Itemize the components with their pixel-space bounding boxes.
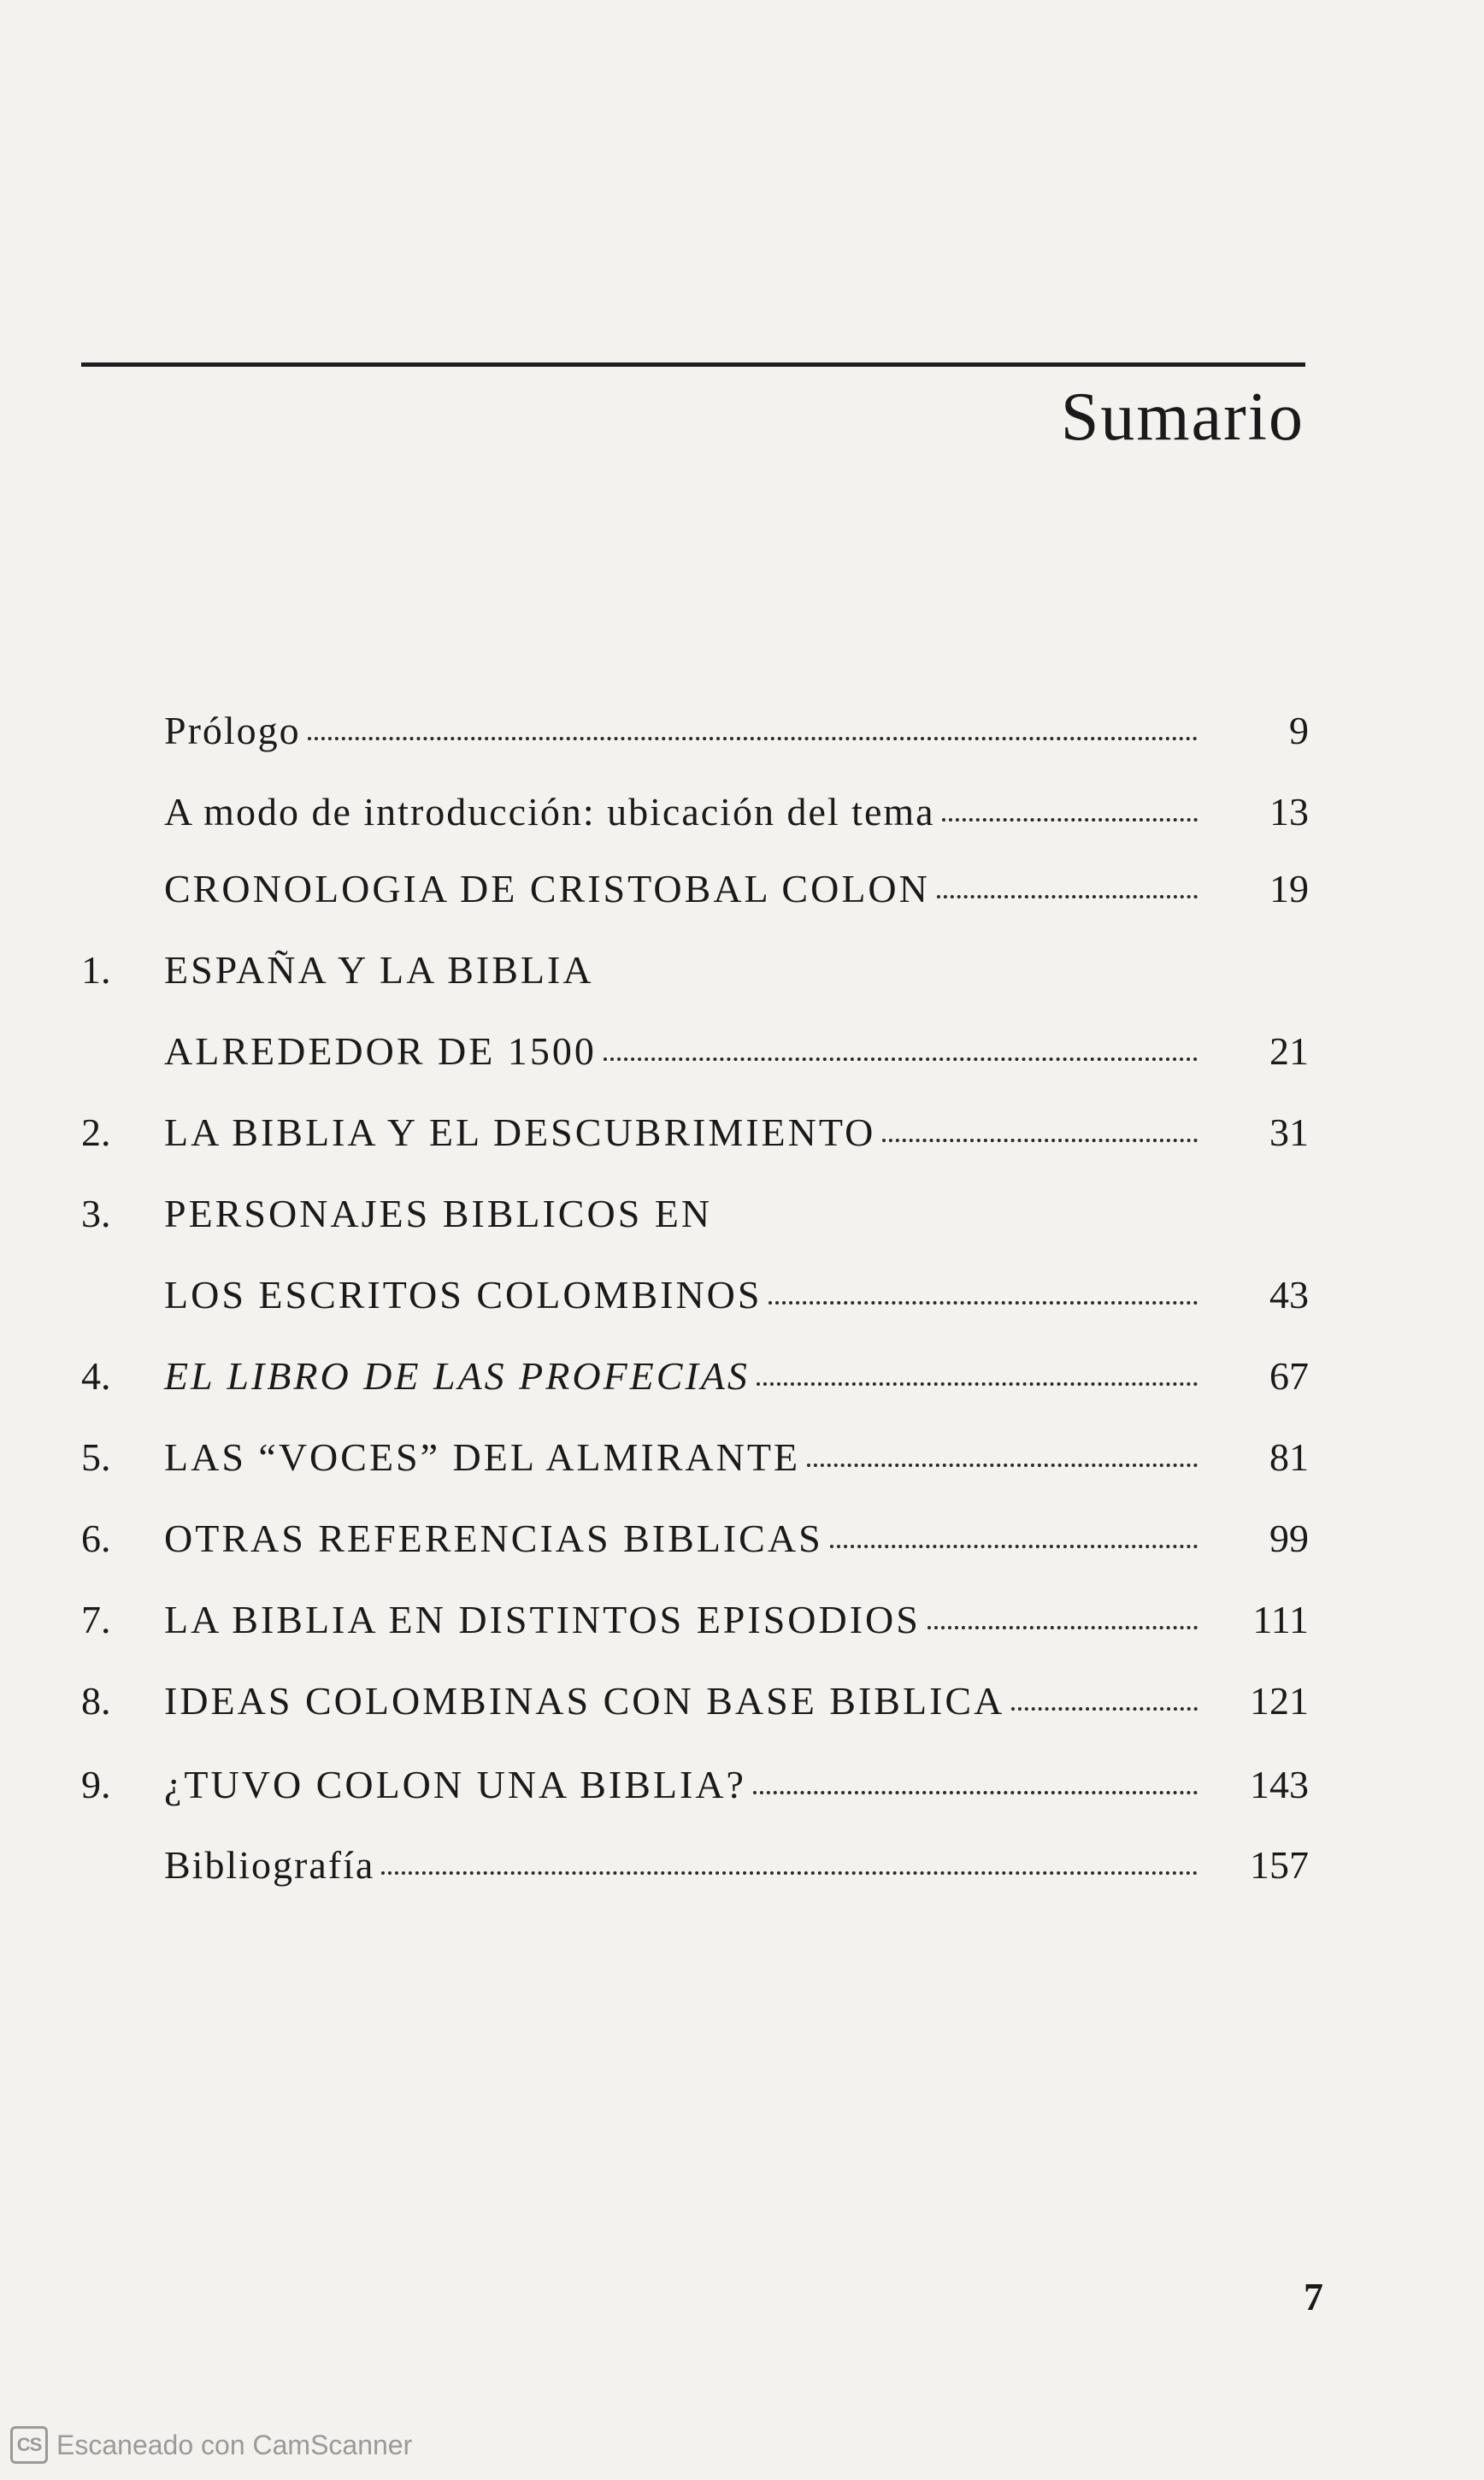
toc-entry <box>0 1594 1484 1646</box>
toc-entry <box>0 705 1484 757</box>
toc-entry-page: 143 <box>1250 1763 1309 1806</box>
toc-entry-line <box>164 1594 1198 1646</box>
toc-leader-dots <box>937 895 1198 898</box>
toc-entry <box>0 1759 1484 1811</box>
toc-leader-dots <box>308 737 1198 740</box>
toc-entry-page: 31 <box>1269 1110 1309 1154</box>
toc-entry-title: OTRAS REFERENCIAS BIBLICAS <box>164 1517 823 1560</box>
toc-entry <box>0 1432 1484 1483</box>
toc-entry <box>0 1188 1484 1240</box>
toc-entry-line <box>164 945 1198 996</box>
toc-entry <box>0 1840 1484 1891</box>
toc-entry <box>0 1676 1484 1727</box>
toc-leader-dots <box>807 1464 1198 1467</box>
toc-entry-number: 1. <box>81 948 111 992</box>
toc-leader-dots <box>928 1626 1198 1629</box>
toc-entry <box>0 1026 1484 1077</box>
toc-leader-dots <box>1011 1707 1198 1711</box>
toc-entry-page: 19 <box>1269 867 1309 910</box>
page-number: 7 <box>1304 2275 1323 2318</box>
toc-entry-line <box>164 863 1198 915</box>
toc-entry-title: LOS ESCRITOS COLOMBINOS <box>164 1273 763 1317</box>
toc-entry-title: CRONOLOGIA DE CRISTOBAL COLON <box>164 867 930 910</box>
toc-entry-title: LAS “VOCES” DEL ALMIRANTE <box>164 1435 801 1479</box>
toc-entry-page: 81 <box>1269 1435 1309 1479</box>
toc-entry-line <box>164 1188 1198 1240</box>
page-title: Sumario <box>1060 380 1304 455</box>
toc-entry-line <box>164 1432 1198 1483</box>
toc-entry-number: 8. <box>81 1679 111 1723</box>
toc-leader-dots <box>882 1139 1198 1142</box>
toc-leader-dots <box>604 1057 1198 1061</box>
toc-entry-page: 121 <box>1250 1679 1309 1723</box>
toc-leader-dots <box>381 1871 1198 1875</box>
toc-entry-line <box>164 1676 1198 1727</box>
toc-entry-number: 5. <box>81 1435 111 1479</box>
camscanner-logo-icon: CS <box>10 2426 48 2464</box>
toc-entry <box>0 1269 1484 1321</box>
toc-leader-dots <box>757 1382 1198 1386</box>
toc-entry <box>0 863 1484 915</box>
toc-entry-page: 21 <box>1269 1029 1309 1073</box>
toc-entry-number: 7. <box>81 1598 111 1641</box>
toc-entry-title: LA BIBLIA EN DISTINTOS EPISODIOS <box>164 1598 921 1641</box>
toc-entry <box>0 1107 1484 1158</box>
toc-leader-dots <box>768 1301 1198 1305</box>
toc-leader-dots <box>753 1791 1198 1794</box>
toc-entry-line <box>164 705 1198 757</box>
scanner-watermark <box>10 2425 412 2465</box>
toc-entry <box>0 1351 1484 1402</box>
toc-entry-line <box>164 786 1198 838</box>
toc-entry-number: 9. <box>81 1763 111 1806</box>
toc-entry-line <box>164 1759 1198 1811</box>
toc-entry <box>0 786 1484 838</box>
toc-entry-page: 67 <box>1269 1354 1309 1398</box>
toc-entry-page: 43 <box>1269 1273 1309 1317</box>
toc-entry-line <box>164 1107 1198 1158</box>
toc-entry <box>0 1513 1484 1564</box>
scanner-watermark-text: Escaneado con CamScanner <box>56 2429 413 2460</box>
toc-entry-title: EL LIBRO DE LAS PROFECIAS <box>164 1354 750 1398</box>
toc-entry-page: 111 <box>1252 1598 1309 1641</box>
toc-entry-line <box>164 1513 1198 1564</box>
toc-entry-title: Bibliografía <box>164 1843 375 1887</box>
toc-entry-number: 6. <box>81 1517 111 1560</box>
toc-entry-line <box>164 1840 1198 1891</box>
toc-entry-title: ALREDEDOR DE 1500 <box>164 1029 597 1073</box>
toc-leader-dots <box>830 1545 1198 1548</box>
toc-leader-dots <box>942 818 1198 822</box>
toc-entry-title: LA BIBLIA Y EL DESCUBRIMIENTO <box>164 1110 876 1154</box>
toc-entry-page: 157 <box>1250 1843 1309 1887</box>
toc-entry-line <box>164 1351 1198 1402</box>
toc-entry-number: 2. <box>81 1110 111 1154</box>
toc-entry-title: PERSONAJES BIBLICOS EN <box>164 1192 713 1235</box>
toc-entry-page: 13 <box>1269 790 1309 834</box>
toc-entry-title: ESPAÑA Y LA BIBLIA <box>164 948 594 992</box>
toc-entry-title: Prólogo <box>164 709 301 752</box>
toc-entry-page: 9 <box>1289 709 1309 752</box>
toc-entry-title: IDEAS COLOMBINAS CON BASE BIBLICA <box>164 1679 1005 1723</box>
title-rule <box>81 362 1305 367</box>
toc-entry-line <box>164 1026 1198 1077</box>
toc-entry-number: 3. <box>81 1192 111 1235</box>
toc-entry-line <box>164 1269 1198 1321</box>
toc-entry-title: ¿TUVO COLON UNA BIBLIA? <box>164 1763 746 1806</box>
toc-entry-number: 4. <box>81 1354 111 1398</box>
toc-entry-title: A modo de introducción: ubicación del tema <box>164 790 935 834</box>
toc-entry <box>0 945 1484 996</box>
toc-entry-page: 99 <box>1269 1517 1309 1560</box>
